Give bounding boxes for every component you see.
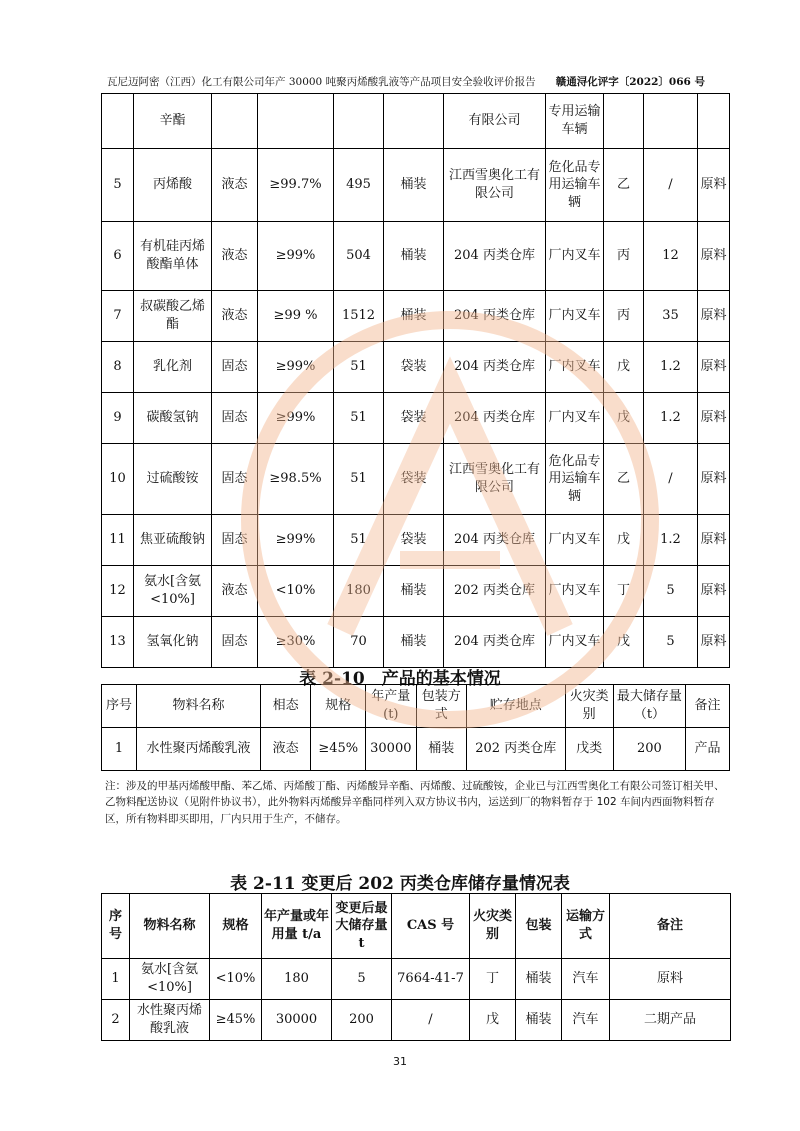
table-cell: 最大储存量（t） bbox=[613, 685, 685, 728]
cell-location: 204 丙类仓库 bbox=[444, 515, 546, 566]
product-table bbox=[101, 684, 730, 771]
table-note: 注：涉及的甲基丙烯酸甲酯、苯乙烯、丙烯酸丁酯、丙烯酸异辛酯、丙烯酸、过硫酸铵，企业已与江西雪奥化工有限公司签订相关甲、乙物料配送协议（见附件协议书），此外物料丙烯酸异辛酯同样列入双方协议书内，运送到厂的物料暂存于 102 车间内西面物料暂存区，所有物料即买即用，厂内只用于生产，不储存。 bbox=[105, 780, 725, 825]
cell-location: 204 丙类仓库 bbox=[444, 342, 546, 393]
cell-qty: 51 bbox=[334, 342, 384, 393]
cell-remark bbox=[698, 94, 730, 149]
table-row bbox=[102, 444, 730, 515]
cell-remark: 原料 bbox=[698, 222, 730, 291]
table-row bbox=[102, 222, 730, 291]
cell-qty: 504 bbox=[334, 222, 384, 291]
cell-location: 204 丙类仓库 bbox=[444, 222, 546, 291]
table-cell: 戊类 bbox=[565, 728, 613, 771]
table-cell: 相态 bbox=[260, 685, 310, 728]
cell-spec: ≥99% bbox=[258, 222, 334, 291]
cell-remark: 原料 bbox=[698, 515, 730, 566]
table-cell: 30000 bbox=[366, 728, 416, 771]
cell-name: 碳酸氢钠 bbox=[134, 393, 212, 444]
cell-no: 6 bbox=[102, 222, 134, 291]
cell-fire: 戊 bbox=[604, 515, 644, 566]
table-row bbox=[102, 617, 730, 668]
header-doc-number: 赣通浔化评字〔2022〕066 号 bbox=[555, 76, 705, 88]
table-cell: 贮存地点 bbox=[466, 685, 565, 728]
cell-no: 8 bbox=[102, 342, 134, 393]
cell-no: 13 bbox=[102, 617, 134, 668]
product-table-header bbox=[102, 685, 730, 728]
table-row bbox=[102, 342, 730, 393]
table-cell: 7664-41-7 bbox=[392, 959, 470, 1000]
table-cell: 液态 bbox=[260, 728, 310, 771]
materials-table bbox=[101, 93, 730, 668]
cell-qty: 51 bbox=[334, 393, 384, 444]
table-cell: ≥45% bbox=[210, 1000, 262, 1041]
table-cell: 戊 bbox=[470, 1000, 516, 1041]
cell-name: 氢氧化钠 bbox=[134, 617, 212, 668]
cell-transport: 厂内叉车 bbox=[546, 291, 604, 342]
table-row bbox=[102, 515, 730, 566]
table-cell: CAS 号 bbox=[392, 894, 470, 959]
table-row bbox=[102, 149, 730, 222]
table-row bbox=[102, 959, 731, 1000]
cell-remark: 原料 bbox=[698, 617, 730, 668]
table-cell: 备注 bbox=[610, 894, 731, 959]
table-row bbox=[102, 728, 730, 771]
cell-state: 固态 bbox=[212, 617, 258, 668]
cell-transport: 专用运输车辆 bbox=[546, 94, 604, 149]
table-cell: ≥45% bbox=[311, 728, 366, 771]
cell-max bbox=[644, 94, 698, 149]
table-cell: 年产量或年用量 t/a bbox=[262, 894, 332, 959]
table-cell: 物料名称 bbox=[130, 894, 210, 959]
cell-transport: 危化品专用运输车辆 bbox=[546, 444, 604, 515]
cell-location: 江西雪奥化工有限公司 bbox=[444, 444, 546, 515]
table-cell: 水性聚丙烯酸乳液 bbox=[130, 1000, 210, 1041]
cell-max: 1.2 bbox=[644, 342, 698, 393]
table-cell: 1 bbox=[102, 728, 137, 771]
table-cell: 5 bbox=[332, 959, 392, 1000]
table-cell: 包装方式 bbox=[416, 685, 466, 728]
table-cell: 1 bbox=[102, 959, 130, 1000]
cell-max: 1.2 bbox=[644, 515, 698, 566]
cell-pack: 桶装 bbox=[384, 222, 444, 291]
cell-pack: 袋装 bbox=[384, 393, 444, 444]
cell-max: 12 bbox=[644, 222, 698, 291]
cell-qty: 495 bbox=[334, 149, 384, 222]
cell-state bbox=[212, 94, 258, 149]
cell-pack: 桶装 bbox=[384, 149, 444, 222]
cell-pack: 袋装 bbox=[384, 444, 444, 515]
cell-max: 35 bbox=[644, 291, 698, 342]
table-row bbox=[102, 94, 730, 149]
cell-fire: 乙 bbox=[604, 149, 644, 222]
cell-no: 9 bbox=[102, 393, 134, 444]
table-cell: 火灾类别 bbox=[470, 894, 516, 959]
storage-table-header bbox=[102, 894, 731, 959]
cell-transport: 厂内叉车 bbox=[546, 222, 604, 291]
cell-name: 丙烯酸 bbox=[134, 149, 212, 222]
cell-spec bbox=[258, 94, 334, 149]
page-number: 31 bbox=[393, 1055, 407, 1068]
cell-state: 液态 bbox=[212, 222, 258, 291]
table-cell: 桶装 bbox=[516, 1000, 562, 1041]
cell-fire: 丁 bbox=[604, 566, 644, 617]
cell-max: / bbox=[644, 149, 698, 222]
cell-qty: 1512 bbox=[334, 291, 384, 342]
cell-spec: ≥99% bbox=[258, 342, 334, 393]
cell-pack: 桶装 bbox=[384, 291, 444, 342]
table-cell: / bbox=[392, 1000, 470, 1041]
cell-fire: 乙 bbox=[604, 444, 644, 515]
table-cell: 包装 bbox=[516, 894, 562, 959]
cell-transport: 厂内叉车 bbox=[546, 342, 604, 393]
table-cell: 运输方式 bbox=[562, 894, 610, 959]
cell-remark: 原料 bbox=[698, 342, 730, 393]
cell-pack: 袋装 bbox=[384, 342, 444, 393]
cell-transport: 厂内叉车 bbox=[546, 617, 604, 668]
cell-fire: 丙 bbox=[604, 291, 644, 342]
cell-qty: 70 bbox=[334, 617, 384, 668]
cell-qty: 51 bbox=[334, 444, 384, 515]
table-cell: 变更后最大储存量 t bbox=[332, 894, 392, 959]
cell-spec: ≥99 % bbox=[258, 291, 334, 342]
cell-no bbox=[102, 94, 134, 149]
cell-name: 乳化剂 bbox=[134, 342, 212, 393]
cell-spec: <10% bbox=[258, 566, 334, 617]
cell-max: / bbox=[644, 444, 698, 515]
warehouse-storage-table bbox=[101, 893, 731, 1041]
table-cell: 汽车 bbox=[562, 1000, 610, 1041]
cell-pack bbox=[384, 94, 444, 149]
cell-spec: ≥98.5% bbox=[258, 444, 334, 515]
table-row bbox=[102, 566, 730, 617]
cell-name: 焦亚硫酸钠 bbox=[134, 515, 212, 566]
table-cell: 火灾类别 bbox=[565, 685, 613, 728]
cell-state: 固态 bbox=[212, 515, 258, 566]
cell-spec: ≥30% bbox=[258, 617, 334, 668]
cell-spec: ≥99% bbox=[258, 393, 334, 444]
table-cell: 30000 bbox=[262, 1000, 332, 1041]
cell-name: 辛酯 bbox=[134, 94, 212, 149]
cell-location: 204 丙类仓库 bbox=[444, 291, 546, 342]
cell-remark: 原料 bbox=[698, 444, 730, 515]
table-cell: 物料名称 bbox=[137, 685, 261, 728]
header-title: 瓦尼迈阿密（江西）化工有限公司年产 30000 吨聚丙烯酸乳液等产品项目安全验收评价报告 bbox=[107, 76, 536, 88]
cell-pack: 袋装 bbox=[384, 515, 444, 566]
table-2-10-caption: 表 2-10 产品的基本情况 bbox=[299, 669, 501, 689]
cell-spec: ≥99% bbox=[258, 515, 334, 566]
table-cell: 二期产品 bbox=[610, 1000, 731, 1041]
cell-spec: ≥99.7% bbox=[258, 149, 334, 222]
cell-no: 7 bbox=[102, 291, 134, 342]
table-cell: 200 bbox=[332, 1000, 392, 1041]
table-cell: 年产量(t) bbox=[366, 685, 416, 728]
cell-state: 液态 bbox=[212, 291, 258, 342]
cell-fire bbox=[604, 94, 644, 149]
cell-fire: 丙 bbox=[604, 222, 644, 291]
cell-transport: 危化品专用运输车辆 bbox=[546, 149, 604, 222]
cell-remark: 原料 bbox=[698, 291, 730, 342]
table-cell: 氨水[含氨<10%] bbox=[130, 959, 210, 1000]
cell-qty: 180 bbox=[334, 566, 384, 617]
table-cell: 备注 bbox=[686, 685, 730, 728]
cell-max: 1.2 bbox=[644, 393, 698, 444]
table-row bbox=[102, 1000, 731, 1041]
cell-remark: 原料 bbox=[698, 149, 730, 222]
cell-fire: 戊 bbox=[604, 393, 644, 444]
table-cell: 规格 bbox=[311, 685, 366, 728]
table-cell: 汽车 bbox=[562, 959, 610, 1000]
cell-state: 固态 bbox=[212, 444, 258, 515]
cell-transport: 厂内叉车 bbox=[546, 515, 604, 566]
cell-qty: 51 bbox=[334, 515, 384, 566]
cell-state: 液态 bbox=[212, 149, 258, 222]
cell-location: 202 丙类仓库 bbox=[444, 566, 546, 617]
page-header bbox=[107, 74, 705, 94]
cell-location: 有限公司 bbox=[444, 94, 546, 149]
table-cell: 序号 bbox=[102, 894, 130, 959]
table-cell: 180 bbox=[262, 959, 332, 1000]
cell-remark: 原料 bbox=[698, 393, 730, 444]
cell-max: 5 bbox=[644, 617, 698, 668]
table-cell: 200 bbox=[613, 728, 685, 771]
cell-no: 5 bbox=[102, 149, 134, 222]
table-cell: 规格 bbox=[210, 894, 262, 959]
cell-fire: 戊 bbox=[604, 342, 644, 393]
cell-qty bbox=[334, 94, 384, 149]
table-cell: 产品 bbox=[686, 728, 730, 771]
table-cell: 桶装 bbox=[416, 728, 466, 771]
table-row bbox=[102, 393, 730, 444]
cell-no: 12 bbox=[102, 566, 134, 617]
table-2-11-caption: 表 2-11 变更后 202 丙类仓库储存量情况表 bbox=[230, 874, 570, 894]
cell-no: 11 bbox=[102, 515, 134, 566]
cell-location: 204 丙类仓库 bbox=[444, 393, 546, 444]
cell-name: 叔碳酸乙烯酯 bbox=[134, 291, 212, 342]
table-cell: 丁 bbox=[470, 959, 516, 1000]
cell-state: 固态 bbox=[212, 342, 258, 393]
cell-transport: 厂内叉车 bbox=[546, 393, 604, 444]
table-cell: 桶装 bbox=[516, 959, 562, 1000]
cell-name: 过硫酸铵 bbox=[134, 444, 212, 515]
cell-name: 有机硅丙烯酸酯单体 bbox=[134, 222, 212, 291]
cell-pack: 桶装 bbox=[384, 617, 444, 668]
cell-transport: 厂内叉车 bbox=[546, 566, 604, 617]
cell-pack: 桶装 bbox=[384, 566, 444, 617]
table-cell: 202 丙类仓库 bbox=[466, 728, 565, 771]
table-row bbox=[102, 291, 730, 342]
table-cell: 原料 bbox=[610, 959, 731, 1000]
table-cell: 2 bbox=[102, 1000, 130, 1041]
cell-state: 液态 bbox=[212, 566, 258, 617]
table-cell: <10% bbox=[210, 959, 262, 1000]
cell-remark: 原料 bbox=[698, 566, 730, 617]
cell-location: 江西雪奥化工有限公司 bbox=[444, 149, 546, 222]
cell-fire: 戊 bbox=[604, 617, 644, 668]
cell-location: 204 丙类仓库 bbox=[444, 617, 546, 668]
table-cell: 序号 bbox=[102, 685, 137, 728]
cell-max: 5 bbox=[644, 566, 698, 617]
cell-name: 氨水[含氨<10%] bbox=[134, 566, 212, 617]
table-cell: 水性聚丙烯酸乳液 bbox=[137, 728, 261, 771]
cell-state: 固态 bbox=[212, 393, 258, 444]
cell-no: 10 bbox=[102, 444, 134, 515]
